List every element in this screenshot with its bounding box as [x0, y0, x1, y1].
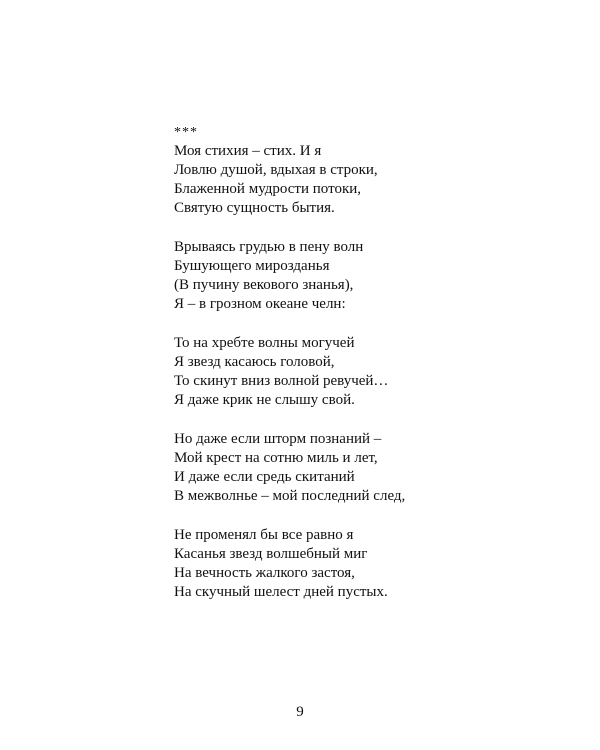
poem-line: И даже если средь скитаний [174, 469, 355, 485]
poem-line: На вечность жалкого застоя, [174, 565, 355, 581]
stanza-4 [174, 430, 574, 506]
poem-line: Не променял бы все равно я [174, 527, 354, 543]
poem-line: На скучный шелест дней пустых. [174, 584, 388, 600]
stanza-5 [174, 526, 574, 602]
poem-line: В межволнье – мой последний след, [174, 488, 406, 504]
poem-line: (В пучину векового знанья), [174, 277, 354, 293]
poem-line: Но даже если шторм познаний – [174, 431, 382, 447]
poem-line: Мой крест на сотню миль и лет, [174, 450, 378, 466]
poem-line: Я звезд касаюсь головой, [174, 354, 335, 370]
poem [174, 123, 574, 622]
poem-line: Я даже крик не слышу свой. [174, 392, 355, 408]
section-separator: *** [174, 125, 198, 140]
poem-line: То скинут вниз волной ревучей… [174, 373, 389, 389]
poem-line: Я – в грозном океане челн: [174, 296, 346, 312]
poem-line: Бушующего мирозданья [174, 258, 330, 274]
poem-line: Касанья звезд волшебный миг [174, 546, 368, 562]
poem-line: Святую сущность бытия. [174, 200, 335, 216]
poem-line: Врываясь грудью в пену волн [174, 239, 364, 255]
page-number: 9 [296, 704, 304, 720]
stanza-3 [174, 334, 574, 410]
poem-line: То на хребте волны могучей [174, 335, 355, 351]
poem-line: Ловлю душой, вдыхая в строки, [174, 162, 378, 178]
poem-line: Моя стихия – стих. И я [174, 143, 322, 159]
poem-line: Блаженной мудрости потоки, [174, 181, 362, 197]
stanza-1 [174, 142, 574, 218]
stanza-2 [174, 238, 574, 314]
